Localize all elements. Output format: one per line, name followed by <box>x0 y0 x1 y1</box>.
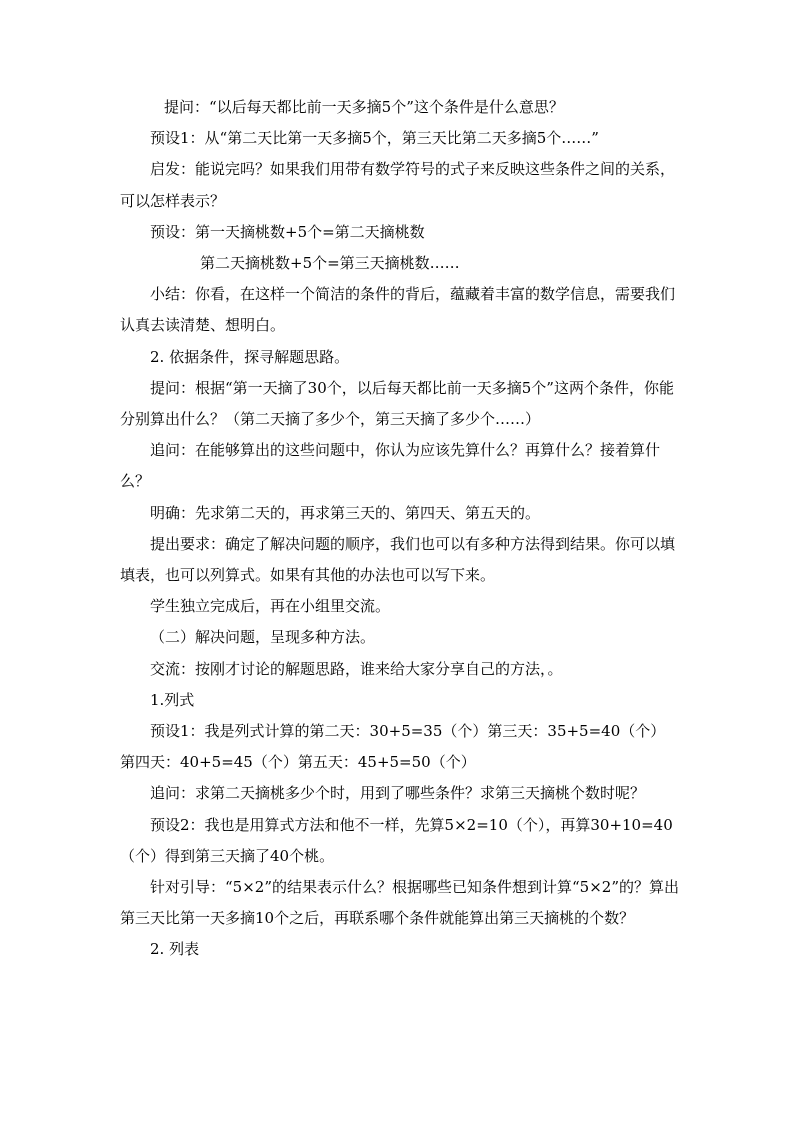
paragraph-exchange: 交流：按刚才讨论的解题思路，谁来给大家分享自己的方法，。 <box>150 659 563 678</box>
paragraph-preset-1: 预设1：从“第二天比第一天多摘5个，第三天比第二天多摘5个……” <box>150 129 599 148</box>
paragraph-requirement: 提出要求：确定了解决问题的顺序，我们也可以有多种方法得到结果。你可以填填表，也可以列算式。如果有其他的办法也可以写下来。 <box>120 534 676 585</box>
paragraph-preset-calc-1: 预设1：我是列式计算的第二天：30+5=35（个）第三天：35+5=40（个）第四天：40+5=45（个）第五天：45+5=50（个） <box>120 722 666 772</box>
paragraph-group-exchange: 学生独立完成后，再在小组里交流。 <box>150 597 391 616</box>
paragraph-follow-up-conditions: 追问：求第二天摘桃多少个时，用到了哪些条件？求第三天摘桃个数时呢？ <box>150 784 646 803</box>
paragraph-clarify: 明确：先求第二天的，再求第三天的、第四天、第五天的。 <box>150 503 541 522</box>
paragraph-preset-calc-2: 预设2：我也是用算式方法和他不一样，先算5×2=10（个），再算30+10=40（个）得到第三天摘了40个桃。 <box>120 815 673 865</box>
paragraph-inspire: 启发：能说完吗？如果我们用带有数学符号的式子来反映这些条件之间的关系，可以怎样表示？ <box>120 160 676 210</box>
paragraph-guidance: 针对引导：“5×2”的结果表示什么？根据哪些已知条件想到计算“5×2”的？算出第三天比第一天多摘10个之后，再联系哪个条件就能算出第三天摘桃的个数？ <box>120 878 679 928</box>
paragraph-question-compute: 提问：根据“第一天摘了30个，以后每天都比前一天多摘5个”这两个条件，你能分别算出什么？（第二天摘了多少个，第三天摘了多少个……） <box>120 378 674 429</box>
paragraph-section-2-heading: 2. 依据条件，探寻解题思路。 <box>150 347 350 366</box>
paragraph-follow-up: 追问：在能够算出的这些问题中，你认为应该先算什么？再算什么？接着算什么？ <box>120 441 661 491</box>
paragraph-section-two-heading: （二）解决问题，呈现多种方法。 <box>150 628 376 647</box>
paragraph-question-condition: 提问：“以后每天都比前一天多摘5个”这个条件是什么意思？ <box>164 98 564 116</box>
paragraph-preset-formula-1: 预设：第一天摘桃数+5个=第二天摘桃数 <box>150 222 425 241</box>
paragraph-preset-formula-2: 第二天摘桃数+5个=第三天摘桃数…… <box>200 254 460 273</box>
paragraph-summary: 小结：你看，在这样一个简洁的条件的背后，蕴藏着丰富的数学信息，需要我们认真去读清楚、想明白。 <box>120 285 676 335</box>
document-body <box>120 92 680 966</box>
paragraph-list-formula-heading: 1.列式 <box>150 690 195 709</box>
paragraph-list-table-heading: 2. 列表 <box>150 940 200 959</box>
